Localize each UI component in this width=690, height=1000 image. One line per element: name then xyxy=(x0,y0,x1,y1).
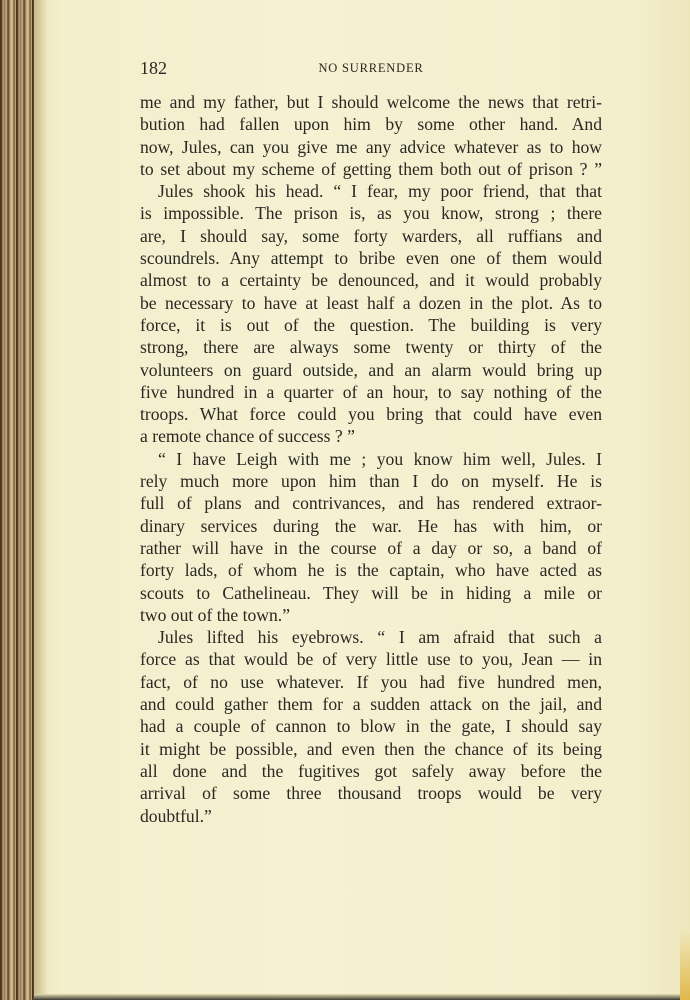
text-line: Jules shook his head. “ I fear, my poor friend, that that xyxy=(158,181,602,202)
text-line: Jules lifted his eyebrows. “ I am afraid that such a xyxy=(158,627,602,648)
text-line: a remote chance of success ? ” xyxy=(140,426,355,447)
text-line: strong, there are always some twenty or thirty of the xyxy=(140,337,602,358)
text-line: to set about my scheme of getting them both out of prison ? ” xyxy=(140,158,602,179)
text-line: troops. What force could you bring that could have even xyxy=(140,404,602,425)
gutter-shadow xyxy=(34,0,48,1000)
text-line: me and my father, but I should welcome the news that retri- xyxy=(140,92,602,112)
text-line: is impossible. The prison is, as you know, strong ; there xyxy=(140,203,602,224)
text-line: dinary services during the war. He has with him, or xyxy=(140,515,602,536)
text-line: and could gather them for a sudden attack on the jail, and xyxy=(140,694,602,715)
page-bottom-edge xyxy=(34,994,690,1000)
text-line: full of plans and contrivances, and has rendered extraor- xyxy=(140,493,602,514)
text-line: arrival of some three thousand troops would be very xyxy=(140,783,602,804)
page-number: 182 xyxy=(140,58,167,78)
text-line: force as that would be of very little use to you, Jean — in xyxy=(140,649,602,670)
page-header xyxy=(140,58,602,84)
text-line: fact, of no use whatever. If you had five hundred men, xyxy=(140,671,602,692)
text-line: volunteers on guard outside, and an alarm would bring up xyxy=(140,359,602,380)
text-line: had a couple of cannon to blow in the gate, I should say xyxy=(140,716,602,737)
text-line: almost to a certainty be denounced, and it would probably xyxy=(140,270,602,291)
page-right-edge xyxy=(680,930,690,1000)
book-spine xyxy=(0,0,34,1000)
text-line: now, Jules, can you give me any advice whatever as to how xyxy=(140,136,602,157)
text-line: rely much more upon him than I do on myself. He is xyxy=(140,471,602,492)
text-line: bution had fallen upon him by some other hand. And xyxy=(140,114,602,135)
text-line: be necessary to have at least half a dozen in the plot. As to xyxy=(140,292,602,313)
text-line: forty lads, of whom he is the captain, who have acted as xyxy=(140,560,602,581)
text-line: “ I have Leigh with me ; you know him well, Jules. I xyxy=(158,448,602,469)
text-line: scouts to Cathelineau. They will be in hiding a mile or xyxy=(140,582,602,603)
text-line: are, I should say, some forty warders, all ruffians and xyxy=(140,225,602,246)
text-line: it might be possible, and even then the chance of its being xyxy=(140,738,602,759)
text-line: all done and the fugitives got safely away before the xyxy=(140,760,602,781)
text-line: five hundred in a quarter of an hour, to say nothing of the xyxy=(140,381,602,402)
text-line: scoundrels. Any attempt to bribe even one of them would xyxy=(140,248,602,269)
text-line: doubtful.” xyxy=(140,805,212,826)
text-line: rather will have in the course of a day or so, a band of xyxy=(140,537,602,558)
body-text xyxy=(140,91,602,827)
text-line: two out of the town.” xyxy=(140,604,291,625)
text-line: force, it is out of the question. The building is very xyxy=(140,314,602,335)
running-head: NO SURRENDER xyxy=(318,61,424,75)
